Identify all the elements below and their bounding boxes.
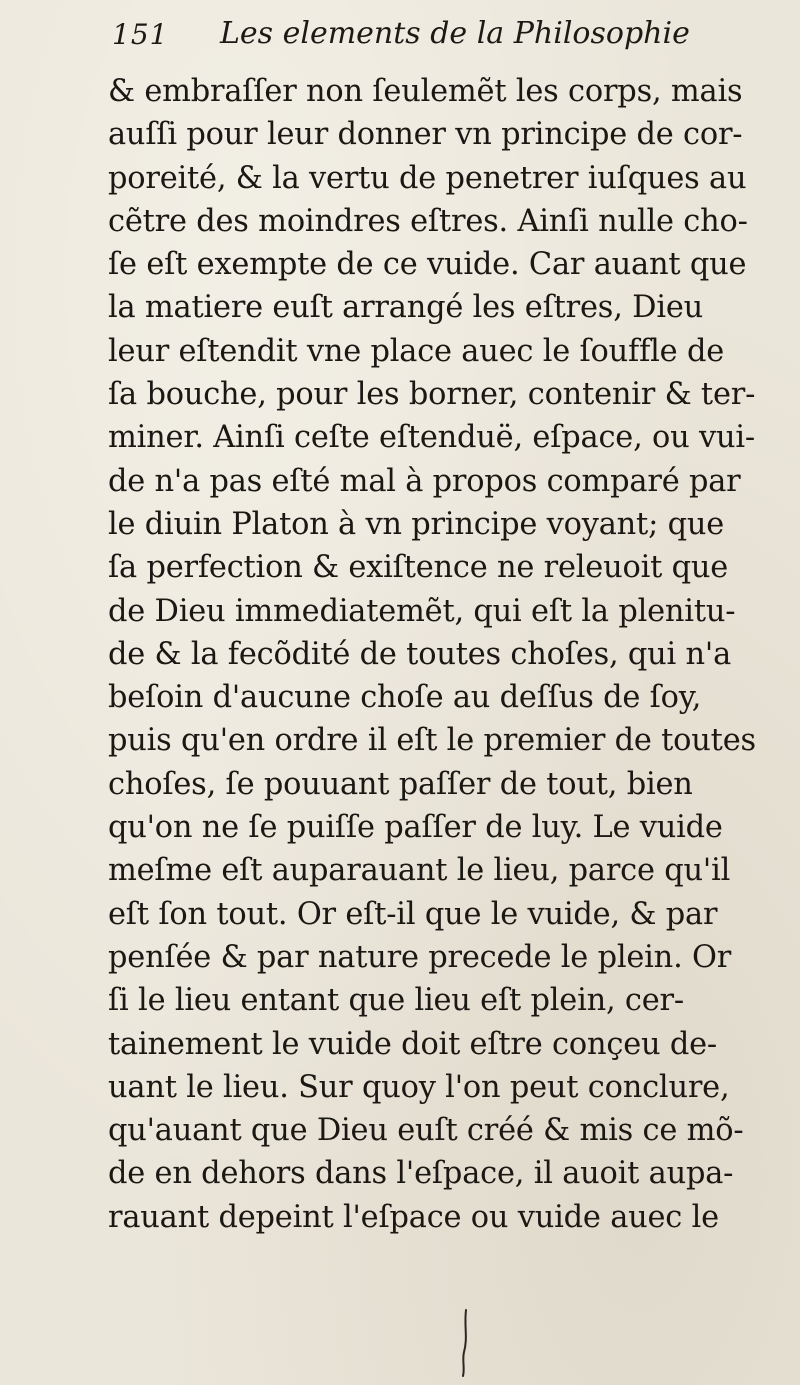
- text-line: ſi le lieu entant que lieu eſt plein, cer-: [108, 983, 684, 1019]
- text-line: poreité, & la vertu de penetrer iuſques au: [108, 160, 747, 196]
- text-line: & embraſſer non ſeulemẽt les corps, mais: [108, 74, 743, 109]
- text-line: qu'auant que Dieu euſt créé & mis ce mõ-: [108, 1113, 744, 1149]
- text-line: qu'on ne ſe puiſſe paſſer de luy. Le vuide: [108, 810, 723, 846]
- text-line: ſa bouche, pour les borner, contenir & ter-: [108, 377, 756, 413]
- text-line: meſme eſt auparauant le lieu, parce qu'il: [108, 853, 731, 889]
- text-line: eſt ſon tout. Or eſt-il que le vuide, & par: [108, 896, 718, 932]
- text-line: miner. Ainſi ceſte eſtenduë, eſpace, ou vui-: [108, 420, 755, 456]
- text-line: la matiere euſt arrangé les eſtres, Dieu: [108, 290, 704, 326]
- text-line: auſſi pour leur donner vn principe de cor-: [108, 117, 743, 153]
- text-line: leur eſtendit vne place auec le ſouffle de: [108, 333, 725, 369]
- ink-stroke-mark: [452, 1308, 482, 1378]
- text-line: uant le lieu. Sur quoy l'on peut conclure,: [108, 1069, 730, 1105]
- text-line: tainement le vuide doit eſtre conçeu de-: [108, 1026, 717, 1062]
- text-line: penſée & par nature precede le plein. Or: [108, 939, 732, 975]
- text-line: puis qu'en ordre il eſt le premier de toutes: [108, 723, 756, 759]
- text-line: de n'a pas eſté mal à propos comparé par: [108, 463, 741, 499]
- text-line: de & la fecõdité de toutes choſes, qui n'a: [108, 636, 732, 672]
- running-title: Les elements de la Philosophie: [220, 16, 690, 51]
- text-line: beſoin d'aucune choſe au deſſus de ſoy,: [108, 680, 702, 716]
- text-line: ſe eſt exempte de ce vuide. Car auant que: [108, 247, 747, 283]
- text-line: rauant depeint l'eſpace ou vuide auec le: [108, 1199, 719, 1235]
- page-number: 151: [112, 18, 169, 51]
- text-line: ſa perfection & exiſtence ne releuoit que: [108, 550, 729, 586]
- text-line: de en dehors dans l'eſpace, il auoit aupa-: [108, 1156, 734, 1192]
- text-line: de Dieu immediatemẽt, qui eſt la plenitu-: [108, 593, 736, 629]
- text-line: cẽtre des moindres eſtres. Ainſi nulle cho-: [108, 203, 748, 239]
- page-header: [112, 14, 772, 64]
- text-line: choſes, ſe pouuant paſſer de tout, bien: [108, 766, 693, 802]
- text-line: le diuin Platon à vn principe voyant; que: [108, 506, 725, 542]
- body-text: [108, 70, 778, 1239]
